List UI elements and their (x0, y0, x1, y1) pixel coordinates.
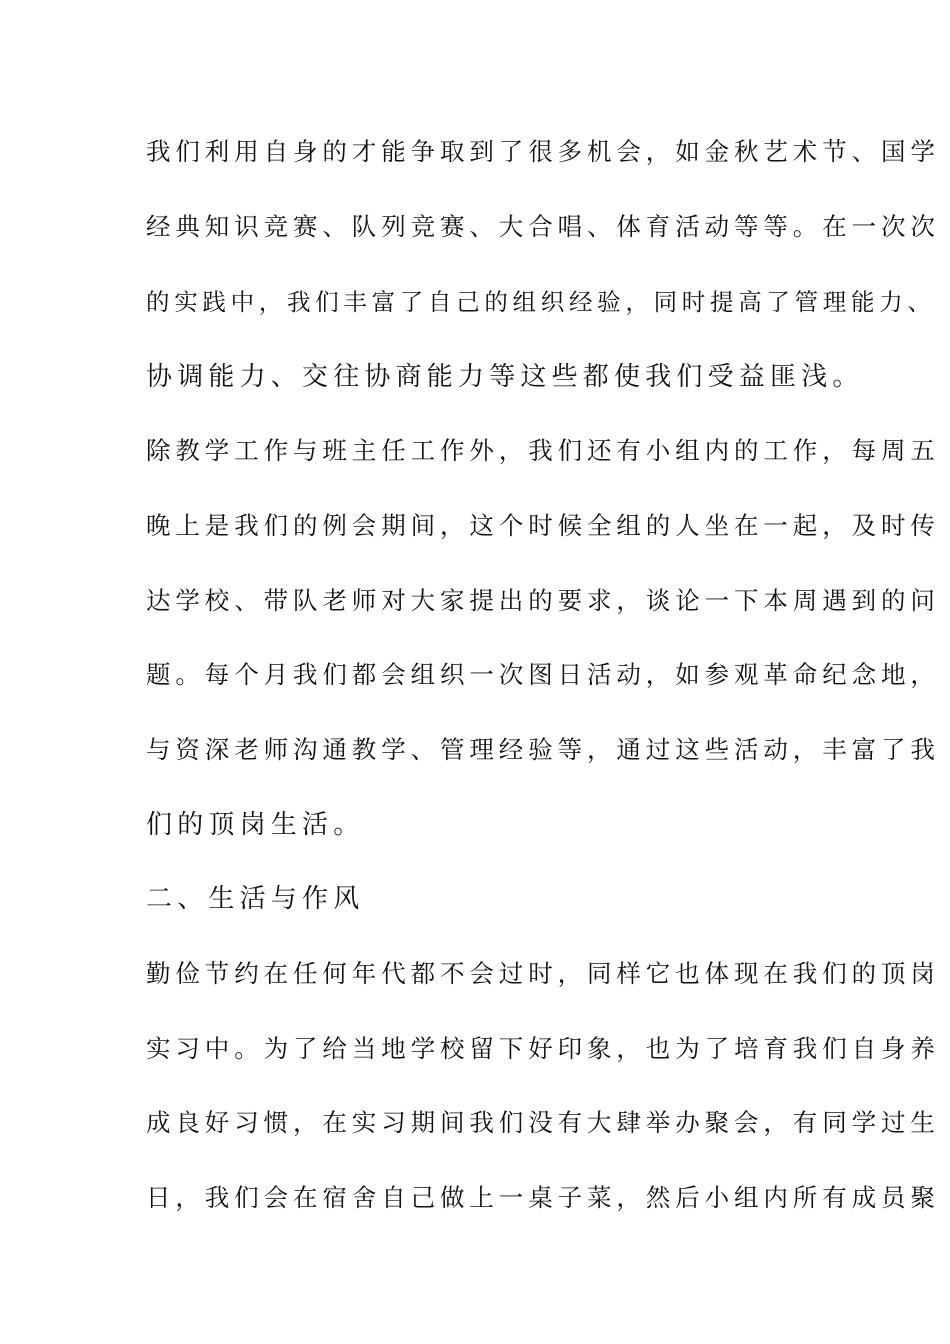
text-line: 我们利用自身的才能争取到了很多机会，如金秋艺术节、国学 (146, 137, 940, 166)
section-heading: 二、生活与作风 (146, 884, 365, 914)
text-line: 的实践中，我们丰富了自己的组织经验，同时提高了管理能力、 (146, 288, 936, 316)
text-line: 日，我们会在宿舍自己做上一桌子菜，然后小组内所有成员聚 (146, 1183, 940, 1212)
text-line: 实习中。为了给当地学校留下好印象，也为了培育我们自身养 (146, 1034, 940, 1063)
text-line: 成良好习惯，在实习期间我们没有大肆举办聚会，有同学过生 (146, 1108, 940, 1137)
text-line: 题。每个月我们都会组织一次图日活动，如参观革命纪念地， (146, 660, 940, 689)
text-line: 协调能力、交往协商能力等这些都使我们受益匪浅。 (146, 362, 864, 392)
paragraph-line: 除教学工作与班主任工作外，我们还有小组内的工作，每周五 (146, 436, 940, 465)
text-line: 达学校、带队老师对大家提出的要求，谈论一下本周遇到的问 (146, 586, 940, 615)
text-line: 们的顶岗生活。 (146, 810, 365, 840)
text-line: 经典知识竞赛、队列竞赛、大合唱、体育活动等等。在一次次 (146, 212, 940, 241)
text-line: 与资深老师沟通教学、管理经验等，通过这些活动，丰富了我 (146, 735, 940, 764)
text-line: 晚上是我们的例会期间，这个时候全组的人坐在一起，及时传 (146, 511, 940, 540)
paragraph-line: 勤俭节约在任何年代都不会过时，同样它也体现在我们的顶岗 (146, 959, 940, 988)
